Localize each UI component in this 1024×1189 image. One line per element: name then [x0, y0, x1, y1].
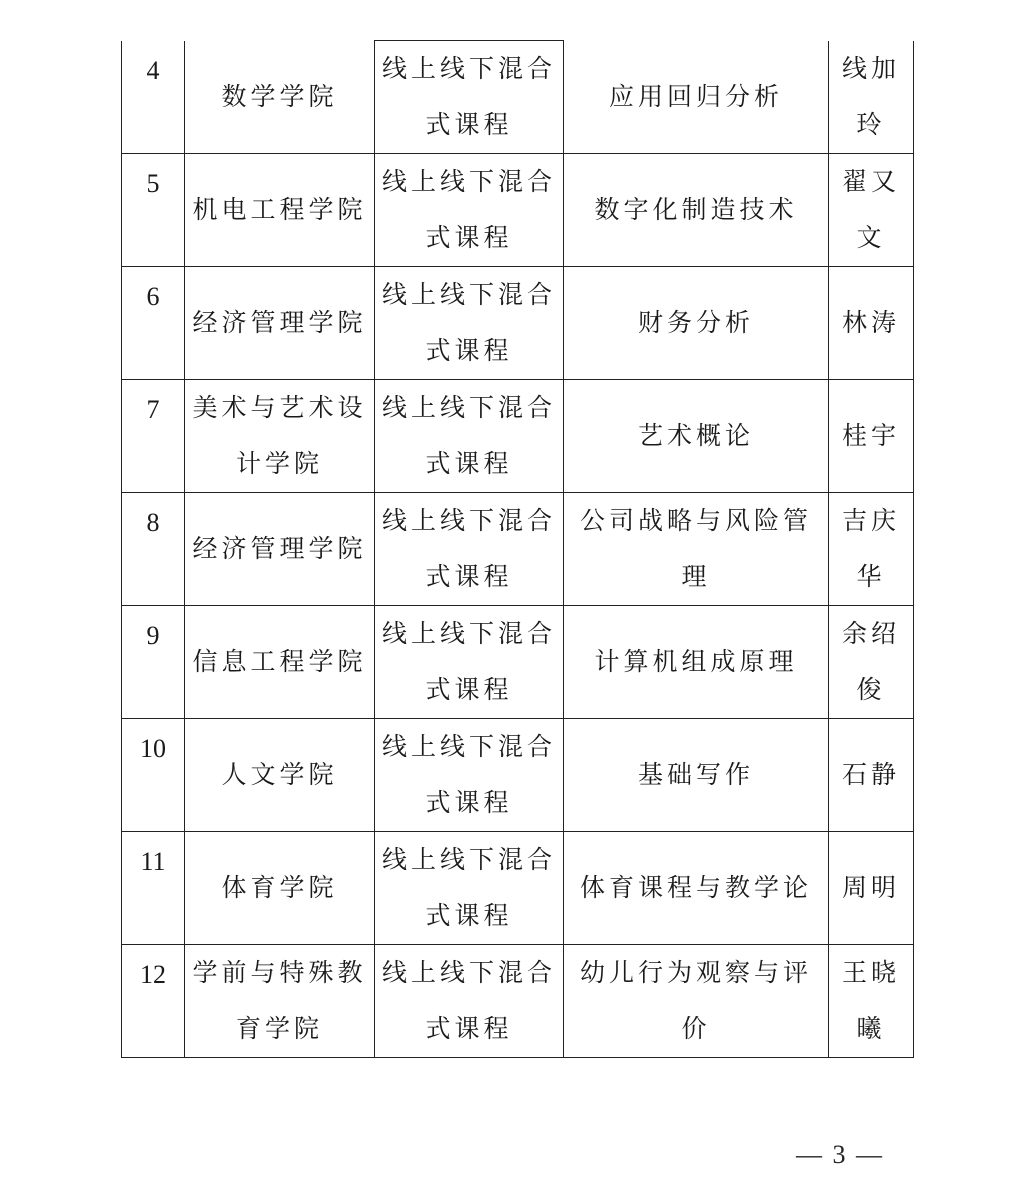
course-type-cell: 线上线下混合式课程 — [375, 267, 564, 380]
teacher-cell: 余绍俊 — [829, 606, 914, 719]
college-cell: 美术与艺术设计学院 — [185, 380, 375, 493]
table-row — [122, 606, 914, 719]
college-cell: 信息工程学院 — [185, 606, 375, 719]
course-name-cell: 数字化制造技术 — [564, 154, 829, 267]
course-name-cell: 艺术概论 — [564, 380, 829, 493]
table-row — [122, 380, 914, 493]
table-row — [122, 41, 914, 154]
teacher-cell: 周明 — [829, 832, 914, 945]
table-row — [122, 493, 914, 606]
table-row — [122, 832, 914, 945]
row-number: 11 — [122, 832, 185, 945]
course-type-cell: 线上线下混合式课程 — [375, 945, 564, 1058]
teacher-cell: 林涛 — [829, 267, 914, 380]
row-number: 6 — [122, 267, 185, 380]
college-cell: 数学学院 — [185, 41, 375, 154]
course-name-cell: 基础写作 — [564, 719, 829, 832]
row-number: 7 — [122, 380, 185, 493]
college-cell: 经济管理学院 — [185, 267, 375, 380]
course-name-cell: 应用回归分析 — [564, 41, 829, 154]
course-name-cell: 体育课程与教学论 — [564, 832, 829, 945]
table-row — [122, 267, 914, 380]
course-type-cell: 线上线下混合式课程 — [375, 606, 564, 719]
row-number: 12 — [122, 945, 185, 1058]
teacher-cell: 线加玲 — [829, 41, 914, 154]
course-name-cell: 幼儿行为观察与评价 — [564, 945, 829, 1058]
course-name-cell: 公司战略与风险管理 — [564, 493, 829, 606]
row-number: 4 — [122, 41, 185, 154]
teacher-cell: 王晓曦 — [829, 945, 914, 1058]
course-type-cell: 线上线下混合式课程 — [375, 41, 564, 154]
table-row — [122, 945, 914, 1058]
teacher-cell: 石静 — [829, 719, 914, 832]
college-cell: 体育学院 — [185, 832, 375, 945]
course-type-cell: 线上线下混合式课程 — [375, 832, 564, 945]
course-name-cell: 财务分析 — [564, 267, 829, 380]
course-table — [121, 40, 914, 1058]
teacher-cell: 桂宇 — [829, 380, 914, 493]
course-name-cell: 计算机组成原理 — [564, 606, 829, 719]
teacher-cell: 翟又文 — [829, 154, 914, 267]
row-number: 5 — [122, 154, 185, 267]
table-row — [122, 154, 914, 267]
college-cell: 学前与特殊教育学院 — [185, 945, 375, 1058]
teacher-cell: 吉庆华 — [829, 493, 914, 606]
college-cell: 经济管理学院 — [185, 493, 375, 606]
row-number: 10 — [122, 719, 185, 832]
college-cell: 人文学院 — [185, 719, 375, 832]
college-cell: 机电工程学院 — [185, 154, 375, 267]
table-row — [122, 719, 914, 832]
course-type-cell: 线上线下混合式课程 — [375, 493, 564, 606]
course-type-cell: 线上线下混合式课程 — [375, 380, 564, 493]
row-number: 9 — [122, 606, 185, 719]
row-number: 8 — [122, 493, 185, 606]
course-type-cell: 线上线下混合式课程 — [375, 154, 564, 267]
course-type-cell: 线上线下混合式课程 — [375, 719, 564, 832]
page-number: — 3 — — [796, 1140, 884, 1169]
